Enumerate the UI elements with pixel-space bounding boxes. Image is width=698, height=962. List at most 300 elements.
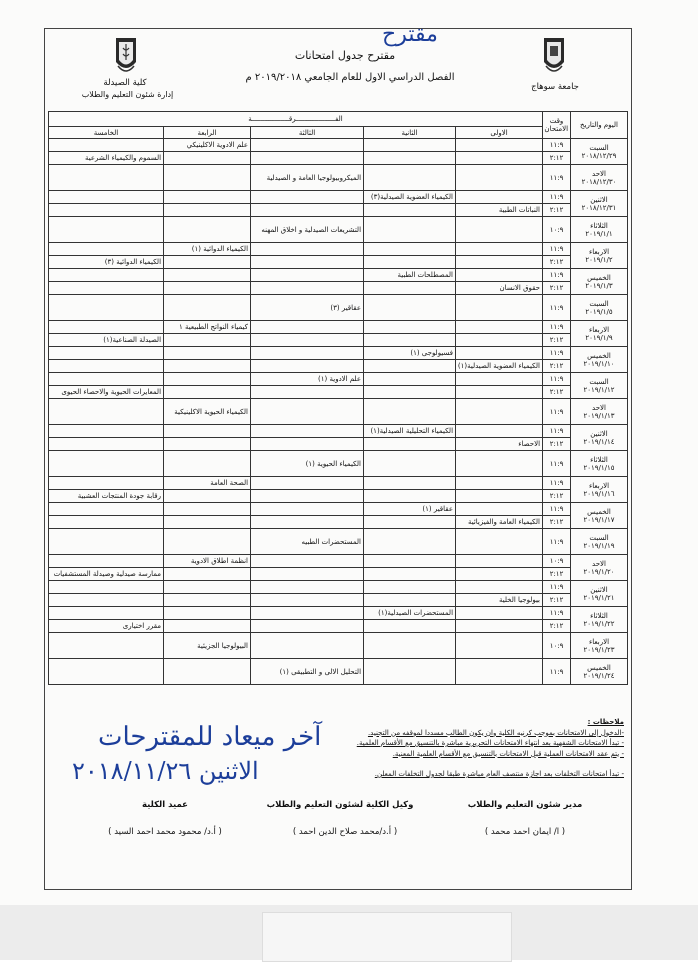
course-cell-year-1 bbox=[456, 256, 543, 269]
exam-time-cell: ١٠:٩ bbox=[543, 555, 571, 568]
table-row bbox=[49, 529, 628, 555]
day-date-cell bbox=[571, 659, 628, 685]
course-cell-year-2: فسيولوجى (١) bbox=[364, 347, 456, 360]
day-name: الاحد bbox=[592, 559, 606, 568]
course-cell-year-3: الميكروبيولوجيا العامة و الصيدلية bbox=[251, 165, 364, 191]
course-cell-year-2 bbox=[364, 568, 456, 581]
course-cell-year-5 bbox=[49, 204, 164, 217]
course-cell-year-5 bbox=[49, 607, 164, 620]
table-row bbox=[49, 568, 628, 581]
exam-time-cell: ٢:١٢ bbox=[543, 568, 571, 581]
day-name: الثلاثاء bbox=[590, 611, 608, 620]
course-cell-year-5 bbox=[49, 399, 164, 425]
exam-date: ٢٠١٨/١٢/٣٠ bbox=[581, 177, 617, 186]
note-line: - يتم عقد الامتحانات العملية قبل الامتحانات بالتنسيق مع الأقسام العلمية المعنية. bbox=[392, 749, 624, 758]
course-cell-year-3 bbox=[251, 490, 364, 503]
course-cell-year-5 bbox=[49, 581, 164, 594]
course-cell-year-5: السموم والكيمياء الشرعية bbox=[49, 152, 164, 165]
course-cell-year-1 bbox=[456, 139, 543, 152]
course-cell-year-5 bbox=[49, 659, 164, 685]
day-name: الاحد bbox=[592, 403, 606, 412]
day-name: الاحد bbox=[592, 169, 606, 178]
course-cell-year-4 bbox=[164, 451, 251, 477]
course-cell-year-4 bbox=[164, 659, 251, 685]
course-cell-year-5 bbox=[49, 477, 164, 490]
course-cell-year-2 bbox=[364, 373, 456, 386]
table-row bbox=[49, 282, 628, 295]
course-cell-year-4 bbox=[164, 282, 251, 295]
table-row bbox=[49, 399, 628, 425]
header-year-2: الثانية bbox=[364, 127, 456, 139]
course-cell-year-5: المعايرات الحيوية والاحصاء الحيوى bbox=[49, 386, 164, 399]
day-date-cell bbox=[571, 165, 628, 191]
course-cell-year-3 bbox=[251, 347, 364, 360]
exam-time-cell: ١١:٩ bbox=[543, 347, 571, 360]
table-row bbox=[49, 334, 628, 347]
course-cell-year-3 bbox=[251, 503, 364, 516]
course-cell-year-4 bbox=[164, 594, 251, 607]
course-cell-year-3 bbox=[251, 399, 364, 425]
table-row bbox=[49, 139, 628, 152]
course-cell-year-3 bbox=[251, 594, 364, 607]
exam-time-cell: ١١:٩ bbox=[543, 451, 571, 477]
course-cell-year-1 bbox=[456, 633, 543, 659]
course-cell-year-1 bbox=[456, 165, 543, 191]
table-row bbox=[49, 269, 628, 282]
table-row bbox=[49, 503, 628, 516]
course-cell-year-3 bbox=[251, 360, 364, 373]
course-cell-year-2 bbox=[364, 620, 456, 633]
exam-time-cell: ٢:١٢ bbox=[543, 386, 571, 399]
course-cell-year-4 bbox=[164, 256, 251, 269]
exam-time-cell: ٢:١٢ bbox=[543, 204, 571, 217]
course-cell-year-5 bbox=[49, 191, 164, 204]
course-cell-year-4 bbox=[164, 581, 251, 594]
table-row bbox=[49, 243, 628, 256]
day-name: السبت bbox=[589, 143, 609, 152]
table-row bbox=[49, 659, 628, 685]
table-row bbox=[49, 191, 628, 204]
course-cell-year-2 bbox=[364, 438, 456, 451]
course-cell-year-4: البيولوجيا الجزيئية bbox=[164, 633, 251, 659]
course-cell-year-4 bbox=[164, 360, 251, 373]
course-cell-year-4 bbox=[164, 516, 251, 529]
course-cell-year-3 bbox=[251, 256, 364, 269]
course-cell-year-4 bbox=[164, 607, 251, 620]
signature-name-dean: ( أ.د/ محمود محمد احمد السيد ) bbox=[108, 827, 222, 837]
exam-time-cell: ١٠:٩ bbox=[543, 633, 571, 659]
table-row bbox=[49, 217, 628, 243]
day-name: الخميس bbox=[587, 507, 611, 516]
signature-role-dean: عميد الكلية bbox=[142, 800, 188, 810]
day-name: الاثنين bbox=[590, 429, 608, 438]
course-cell-year-5 bbox=[49, 269, 164, 282]
course-cell-year-2 bbox=[364, 334, 456, 347]
course-cell-year-1: الكيمياء العضوية الصيدلية(١) bbox=[456, 360, 543, 373]
course-cell-year-3 bbox=[251, 633, 364, 659]
course-cell-year-2 bbox=[364, 139, 456, 152]
university-logo-icon bbox=[541, 36, 567, 76]
university-name: جامعة سوهاج bbox=[531, 82, 579, 92]
notes-section bbox=[356, 717, 624, 780]
course-cell-year-5 bbox=[49, 516, 164, 529]
day-date-cell bbox=[571, 217, 628, 243]
exam-date: ٢٠١٩/١/٢٠ bbox=[583, 567, 615, 576]
schedule-body bbox=[49, 139, 628, 685]
course-cell-year-1 bbox=[456, 347, 543, 360]
course-cell-year-5 bbox=[49, 360, 164, 373]
course-cell-year-1 bbox=[456, 503, 543, 516]
day-date-cell bbox=[571, 477, 628, 503]
course-cell-year-1 bbox=[456, 477, 543, 490]
exam-date: ٢٠١٩/١/٢١ bbox=[583, 593, 615, 602]
course-cell-year-2 bbox=[364, 633, 456, 659]
course-cell-year-2 bbox=[364, 360, 456, 373]
day-date-cell bbox=[571, 503, 628, 529]
signature-role-director: مدير شئون التعليم والطلاب bbox=[467, 800, 583, 810]
course-cell-year-5 bbox=[49, 594, 164, 607]
course-cell-year-4 bbox=[164, 490, 251, 503]
header-year-1: الاولى bbox=[456, 127, 543, 139]
course-cell-year-5 bbox=[49, 243, 164, 256]
exam-time-cell: ١٠:٩ bbox=[543, 217, 571, 243]
course-cell-year-3: الكيمياء الحيوية (١) bbox=[251, 451, 364, 477]
course-cell-year-4 bbox=[164, 295, 251, 321]
course-cell-year-2 bbox=[364, 399, 456, 425]
course-cell-year-2 bbox=[364, 386, 456, 399]
exam-time-cell: ١١:٩ bbox=[543, 139, 571, 152]
table-row bbox=[49, 620, 628, 633]
course-cell-year-3 bbox=[251, 139, 364, 152]
table-row bbox=[49, 204, 628, 217]
course-cell-year-5 bbox=[49, 633, 164, 659]
course-cell-year-5 bbox=[49, 373, 164, 386]
exam-time-cell: ١١:٩ bbox=[543, 373, 571, 386]
course-cell-year-5 bbox=[49, 321, 164, 334]
handwritten-title-mark: مقترح bbox=[382, 22, 438, 47]
course-cell-year-3 bbox=[251, 620, 364, 633]
day-name: الثلاثاء bbox=[590, 455, 608, 464]
exam-time-cell: ٢:١٢ bbox=[543, 516, 571, 529]
day-date-cell bbox=[571, 139, 628, 165]
department-name: إدارة شئون التعليم والطلاب bbox=[81, 90, 174, 99]
course-cell-year-3: المستحضرات الطبيه bbox=[251, 529, 364, 555]
exam-time-cell: ٢:١٢ bbox=[543, 594, 571, 607]
table-row bbox=[49, 425, 628, 438]
exam-date: ٢٠١٩/١/١٦ bbox=[583, 489, 615, 498]
course-cell-year-4: كيمياء النواتج الطبيعية ١ bbox=[164, 321, 251, 334]
exam-time-cell: ٢:١٢ bbox=[543, 360, 571, 373]
exam-date: ٢٠١٨/١٢/٢٩ bbox=[581, 151, 617, 160]
course-cell-year-3 bbox=[251, 607, 364, 620]
exam-time-cell: ١١:٩ bbox=[543, 659, 571, 685]
course-cell-year-1 bbox=[456, 529, 543, 555]
table-row bbox=[49, 321, 628, 334]
course-cell-year-4 bbox=[164, 503, 251, 516]
exam-time-cell: ١١:٩ bbox=[543, 295, 571, 321]
course-cell-year-2 bbox=[364, 256, 456, 269]
course-cell-year-1 bbox=[456, 425, 543, 438]
course-cell-year-2: المصطلحات الطبية bbox=[364, 269, 456, 282]
course-cell-year-4 bbox=[164, 152, 251, 165]
table-row bbox=[49, 633, 628, 659]
course-cell-year-5 bbox=[49, 139, 164, 152]
course-cell-year-1 bbox=[456, 451, 543, 477]
day-date-cell bbox=[571, 633, 628, 659]
course-cell-year-3: علم الادوية (١) bbox=[251, 373, 364, 386]
day-date-cell bbox=[571, 425, 628, 451]
day-name: الخميس bbox=[587, 273, 611, 282]
exam-time-cell: ١١:٩ bbox=[543, 399, 571, 425]
course-cell-year-3 bbox=[251, 282, 364, 295]
table-row bbox=[49, 555, 628, 568]
note-line: -الدخول إلى الامتحانات بموجب كرنيه الكلية وان يكون الطالب مسددا لموقفه من التجنيد. bbox=[367, 728, 624, 737]
course-cell-year-2 bbox=[364, 204, 456, 217]
course-cell-year-4: الكيمياء الحيوية الاكلينيكية bbox=[164, 399, 251, 425]
course-cell-year-3 bbox=[251, 386, 364, 399]
course-cell-year-4 bbox=[164, 217, 251, 243]
exam-date: ٢٠١٩/١/١ bbox=[585, 229, 613, 238]
course-cell-year-5 bbox=[49, 347, 164, 360]
day-date-cell bbox=[571, 581, 628, 607]
day-name: السبت bbox=[589, 299, 609, 308]
course-cell-year-4: الصحة العامة bbox=[164, 477, 251, 490]
day-name: الاربعاء bbox=[588, 325, 610, 334]
day-name: الاثنين bbox=[590, 585, 608, 594]
course-cell-year-1 bbox=[456, 620, 543, 633]
exam-date: ٢٠١٩/١/٥ bbox=[585, 307, 613, 316]
course-cell-year-5 bbox=[49, 555, 164, 568]
course-cell-year-1 bbox=[456, 152, 543, 165]
course-cell-year-5 bbox=[49, 295, 164, 321]
course-cell-year-3 bbox=[251, 269, 364, 282]
header-year-5: الخامسة bbox=[49, 127, 164, 139]
day-date-cell bbox=[571, 451, 628, 477]
header-year-4: الرابعة bbox=[164, 127, 251, 139]
document-title: مقترح جدول امتحانات bbox=[294, 49, 396, 62]
course-cell-year-1 bbox=[456, 399, 543, 425]
signature-role-vice-dean: وكيل الكلية لشئون التعليم والطلاب bbox=[266, 800, 414, 810]
exam-time-cell: ١١:٩ bbox=[543, 243, 571, 256]
course-cell-year-5 bbox=[49, 217, 164, 243]
table-row bbox=[49, 477, 628, 490]
course-cell-year-1 bbox=[456, 321, 543, 334]
course-cell-year-1 bbox=[456, 386, 543, 399]
course-cell-year-1: حقوق الانسان bbox=[456, 282, 543, 295]
exam-time-cell: ١١:٩ bbox=[543, 607, 571, 620]
course-cell-year-4 bbox=[164, 191, 251, 204]
course-cell-year-2 bbox=[364, 165, 456, 191]
course-cell-year-1 bbox=[456, 243, 543, 256]
course-cell-year-1 bbox=[456, 373, 543, 386]
course-cell-year-3 bbox=[251, 581, 364, 594]
course-cell-year-1 bbox=[456, 568, 543, 581]
exam-time-cell: ١١:٩ bbox=[543, 477, 571, 490]
course-cell-year-4: الكيمياء الدوائية (١) bbox=[164, 243, 251, 256]
day-date-cell bbox=[571, 347, 628, 373]
course-cell-year-3 bbox=[251, 243, 364, 256]
exam-date: ٢٠١٩/١/١٥ bbox=[583, 463, 615, 472]
exam-date: ٢٠١٩/١/١٠ bbox=[583, 359, 615, 368]
table-row bbox=[49, 360, 628, 373]
course-cell-year-2 bbox=[364, 516, 456, 529]
course-cell-year-1 bbox=[456, 490, 543, 503]
course-cell-year-2 bbox=[364, 529, 456, 555]
day-name: الاثنين bbox=[590, 195, 608, 204]
course-cell-year-4 bbox=[164, 568, 251, 581]
exam-date: ٢٠١٩/١/٩ bbox=[585, 333, 613, 342]
course-cell-year-2 bbox=[364, 477, 456, 490]
course-cell-year-2 bbox=[364, 282, 456, 295]
exam-date: ٢٠١٩/١/٢٢ bbox=[583, 619, 615, 628]
day-date-cell bbox=[571, 529, 628, 555]
course-cell-year-1: النباتات الطبية bbox=[456, 204, 543, 217]
table-row bbox=[49, 451, 628, 477]
course-cell-year-5: مقرر اختيارى bbox=[49, 620, 164, 633]
exam-date: ٢٠١٩/١/١٩ bbox=[583, 541, 615, 550]
course-cell-year-5: الكيمياء الدوائية (٣) bbox=[49, 256, 164, 269]
table-row bbox=[49, 607, 628, 620]
course-cell-year-2 bbox=[364, 581, 456, 594]
table-row bbox=[49, 438, 628, 451]
exam-time-cell: ٢:١٢ bbox=[543, 490, 571, 503]
table-row bbox=[49, 347, 628, 360]
course-cell-year-4 bbox=[164, 347, 251, 360]
signature-name-director: ( ا/ ايمان احمد محمد ) bbox=[484, 827, 566, 837]
day-name: الاربعاء bbox=[588, 637, 610, 646]
table-row bbox=[49, 516, 628, 529]
scan-margin-panel bbox=[262, 912, 512, 962]
course-cell-year-5 bbox=[49, 282, 164, 295]
exam-time-cell: ١١:٩ bbox=[543, 321, 571, 334]
exam-time-cell: ٢:١٢ bbox=[543, 438, 571, 451]
course-cell-year-5 bbox=[49, 451, 164, 477]
course-cell-year-2 bbox=[364, 152, 456, 165]
table-row bbox=[49, 594, 628, 607]
course-cell-year-1: الكيمياء العامة والفيزيائية bbox=[456, 516, 543, 529]
course-cell-year-5: الصيدلة الصناعية(١) bbox=[49, 334, 164, 347]
day-name: الثلاثاء bbox=[590, 221, 608, 230]
course-cell-year-2 bbox=[364, 243, 456, 256]
day-date-cell bbox=[571, 399, 628, 425]
course-cell-year-1 bbox=[456, 191, 543, 204]
course-cell-year-2: المستحضرات الصيدلية(١) bbox=[364, 607, 456, 620]
table-row bbox=[49, 295, 628, 321]
course-cell-year-5 bbox=[49, 165, 164, 191]
exam-time-cell: ٢:١٢ bbox=[543, 152, 571, 165]
faculty-name: كلية الصيدلة bbox=[103, 78, 147, 88]
day-date-cell bbox=[571, 295, 628, 321]
course-cell-year-3: عقاقير (٣) bbox=[251, 295, 364, 321]
course-cell-year-1 bbox=[456, 555, 543, 568]
course-cell-year-5 bbox=[49, 425, 164, 438]
table-row bbox=[49, 256, 628, 269]
course-cell-year-2 bbox=[364, 555, 456, 568]
note-line: - تبدأ امتحانات التخلفات بعد اجازة منتصف العام مباشرة طبقا لجدول التخلفات المعلن. bbox=[374, 770, 624, 778]
exam-time-cell: ١١:٩ bbox=[543, 529, 571, 555]
day-date-cell bbox=[571, 607, 628, 633]
exam-time-cell: ٢:١٢ bbox=[543, 334, 571, 347]
course-cell-year-3: التحليل الالى و التطبيقى (١) bbox=[251, 659, 364, 685]
course-cell-year-3 bbox=[251, 516, 364, 529]
course-cell-year-5 bbox=[49, 438, 164, 451]
course-cell-year-4 bbox=[164, 529, 251, 555]
course-cell-year-1 bbox=[456, 659, 543, 685]
exam-date: ٢٠١٩/١/١٣ bbox=[583, 411, 615, 420]
course-cell-year-4 bbox=[164, 204, 251, 217]
exam-date: ٢٠١٩/١/٣ bbox=[585, 281, 613, 290]
day-name: السبت bbox=[589, 533, 609, 542]
course-cell-year-2 bbox=[364, 321, 456, 334]
course-cell-year-4 bbox=[164, 334, 251, 347]
course-cell-year-3 bbox=[251, 204, 364, 217]
course-cell-year-3 bbox=[251, 152, 364, 165]
course-cell-year-4 bbox=[164, 438, 251, 451]
course-cell-year-3 bbox=[251, 438, 364, 451]
course-cell-year-1 bbox=[456, 334, 543, 347]
day-date-cell bbox=[571, 243, 628, 269]
day-name: الخميس bbox=[587, 663, 611, 672]
day-name: الاربعاء bbox=[588, 481, 610, 490]
day-name: الخميس bbox=[587, 351, 611, 360]
exam-time-cell: ١١:٩ bbox=[543, 191, 571, 204]
course-cell-year-4 bbox=[164, 269, 251, 282]
exam-date: ٢٠١٩/١/٢ bbox=[585, 255, 613, 264]
exam-time-cell: ٢:١٢ bbox=[543, 620, 571, 633]
signature-name-vice-dean: ( أ.د/محمد صلاح الدين احمد ) bbox=[292, 827, 398, 837]
course-cell-year-5: ممارسة صيدلية وصيدلة المستشفيات bbox=[49, 568, 164, 581]
header-day-date: اليوم والتاريخ bbox=[571, 112, 628, 139]
exam-time-cell: ١١:٩ bbox=[543, 503, 571, 516]
table-row bbox=[49, 152, 628, 165]
day-name: الاربعاء bbox=[588, 247, 610, 256]
course-cell-year-3 bbox=[251, 334, 364, 347]
course-cell-year-3 bbox=[251, 321, 364, 334]
exam-date: ٢٠١٩/١/١٢ bbox=[583, 385, 615, 394]
exam-time-cell: ١١:٩ bbox=[543, 165, 571, 191]
course-cell-year-3 bbox=[251, 568, 364, 581]
faculty-logo-icon bbox=[113, 36, 139, 76]
course-cell-year-1 bbox=[456, 295, 543, 321]
course-cell-year-1: الاحصاء bbox=[456, 438, 543, 451]
exam-date: ٢٠١٩/١/٢٤ bbox=[583, 671, 615, 680]
day-name: السبت bbox=[589, 377, 609, 386]
exam-date: ٢٠١٨/١٢/٣١ bbox=[581, 203, 617, 212]
course-cell-year-1 bbox=[456, 581, 543, 594]
day-date-cell bbox=[571, 321, 628, 347]
course-cell-year-2 bbox=[364, 594, 456, 607]
course-cell-year-3: التشريعات الصيدلية و اخلاق المهنه bbox=[251, 217, 364, 243]
day-date-cell bbox=[571, 373, 628, 399]
course-cell-year-4 bbox=[164, 373, 251, 386]
course-cell-year-3 bbox=[251, 555, 364, 568]
exam-schedule-table bbox=[48, 111, 628, 685]
exam-time-cell: ١١:٩ bbox=[543, 269, 571, 282]
course-cell-year-2: عقاقير (١) bbox=[364, 503, 456, 516]
course-cell-year-1 bbox=[456, 607, 543, 620]
header-exam-time: وقت الامتحان bbox=[543, 112, 571, 139]
course-cell-year-4 bbox=[164, 165, 251, 191]
course-cell-year-5: رقابة جودة المنتجات العشبية bbox=[49, 490, 164, 503]
course-cell-year-5 bbox=[49, 529, 164, 555]
course-cell-year-2 bbox=[364, 659, 456, 685]
course-cell-year-4 bbox=[164, 425, 251, 438]
course-cell-year-2 bbox=[364, 217, 456, 243]
day-date-cell bbox=[571, 555, 628, 581]
table-row bbox=[49, 386, 628, 399]
course-cell-year-1 bbox=[456, 217, 543, 243]
exam-date: ٢٠١٩/١/٢٣ bbox=[583, 645, 615, 654]
